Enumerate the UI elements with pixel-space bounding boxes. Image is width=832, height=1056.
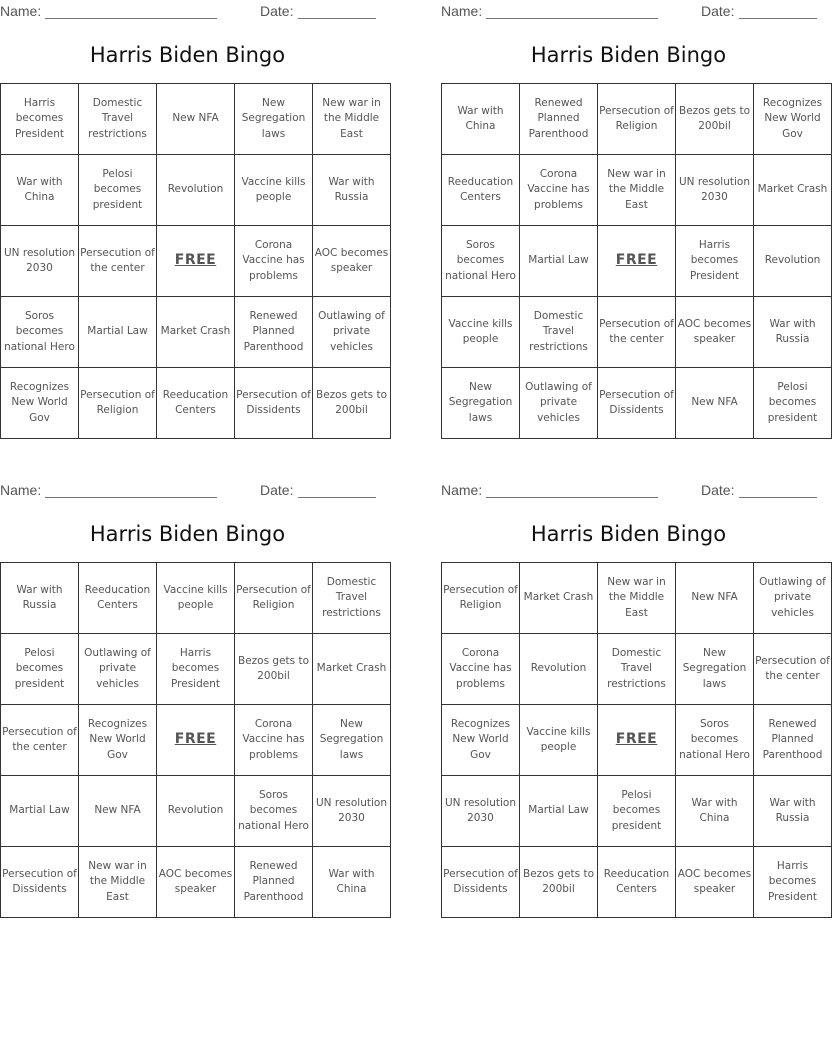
bingo-grid [441,562,832,918]
bingo-cell: Persecution of the center [1,705,79,776]
bingo-grid [441,83,832,439]
name-date-row [441,1,816,21]
bingo-card-1 [0,0,389,435]
bingo-cell: New war in the Middle East [79,847,157,918]
date-blank-line [739,18,817,19]
bingo-cell: Pelosi becomes president [1,634,79,705]
bingo-cell: War with China [1,155,79,226]
date-blank-line [298,497,376,498]
date-blank-line [298,18,376,19]
grid-row [442,776,832,847]
bingo-cell: Market Crash [754,155,832,226]
bingo-cell: Persecution of Dissidents [1,847,79,918]
grid-row [1,776,391,847]
bingo-card-2 [441,0,828,435]
card-title: Harris Biden Bingo [89,522,286,546]
bingo-cell: War with China [313,847,391,918]
bingo-cell: Martial Law [520,226,598,297]
bingo-cell: Soros becomes national Hero [676,705,754,776]
bingo-cell: AOC becomes speaker [676,297,754,368]
grid-row [442,847,832,918]
grid-row [1,155,391,226]
grid-row [1,84,391,155]
bingo-cell: Revolution [520,634,598,705]
bingo-card-3 [0,479,387,914]
name-label: Name: [0,482,42,498]
bingo-cell: Persecution of the center [598,297,676,368]
date-blank-line [739,497,817,498]
bingo-cell: Market Crash [157,297,235,368]
card-title: Harris Biden Bingo [89,43,286,67]
bingo-cell: Vaccine kills people [235,155,313,226]
card-title: Harris Biden Bingo [530,522,727,546]
bingo-cell: Persecution of the center [754,634,832,705]
bingo-cell: Market Crash [313,634,391,705]
bingo-cell: Soros becomes national Hero [235,776,313,847]
bingo-cell: Outlawing of private vehicles [520,368,598,439]
bingo-cell: Revolution [157,155,235,226]
bingo-cell: UN resolution 2030 [1,226,79,297]
grid-row [1,297,391,368]
bingo-cell: Domestic Travel restrictions [598,634,676,705]
name-label: Name: [0,3,42,19]
bingo-cell: Persecution of Dissidents [442,847,520,918]
bingo-cell: Persecution of Religion [598,84,676,155]
bingo-cell: Pelosi becomes president [79,155,157,226]
grid-row [442,297,832,368]
bingo-cell: Bezos gets to 200bil [313,368,391,439]
date-label: Date: [701,482,735,498]
grid-row [1,226,391,297]
bingo-cell: Revolution [754,226,832,297]
bingo-cell: New Segregation laws [442,368,520,439]
bingo-cell: Martial Law [520,776,598,847]
bingo-cell: Martial Law [79,297,157,368]
bingo-cell: Reeducation Centers [157,368,235,439]
bingo-cell: Corona Vaccine has problems [442,634,520,705]
bingo-cell: Vaccine kills people [157,563,235,634]
bingo-cell: New NFA [676,563,754,634]
bingo-cell: Persecution of Religion [79,368,157,439]
name-blank-line [45,18,217,19]
bingo-cell: AOC becomes speaker [313,226,391,297]
name-label: Name: [441,482,483,498]
free-space-cell: FREE [157,226,235,297]
bingo-cell: Outlawing of private vehicles [313,297,391,368]
bingo-cell: AOC becomes speaker [676,847,754,918]
bingo-cell: Soros becomes national Hero [442,226,520,297]
grid-row [1,847,391,918]
bingo-cell: Bezos gets to 200bil [235,634,313,705]
bingo-cell: New Segregation laws [676,634,754,705]
bingo-cell: Corona Vaccine has problems [235,226,313,297]
date-label: Date: [701,3,735,19]
grid-row [442,84,832,155]
bingo-cell: Renewed Planned Parenthood [520,84,598,155]
bingo-cell: Renewed Planned Parenthood [754,705,832,776]
bingo-cell: War with Russia [1,563,79,634]
bingo-cell: New Segregation laws [313,705,391,776]
free-space-cell: FREE [598,705,676,776]
grid-row [442,226,832,297]
bingo-cell: Persecution of the center [79,226,157,297]
bingo-cell: Domestic Travel restrictions [520,297,598,368]
bingo-cell: Soros becomes national Hero [1,297,79,368]
bingo-cell: New NFA [676,368,754,439]
bingo-cell: Pelosi becomes president [598,776,676,847]
bingo-cell: New Segregation laws [235,84,313,155]
free-space-cell: FREE [157,705,235,776]
bingo-cell: Persecution of Religion [235,563,313,634]
bingo-cell: Reeducation Centers [442,155,520,226]
bingo-cell: War with China [676,776,754,847]
bingo-cell: Pelosi becomes president [754,368,832,439]
bingo-cell: Martial Law [1,776,79,847]
date-label: Date: [260,3,294,19]
bingo-cell: New war in the Middle East [598,563,676,634]
bingo-cell: AOC becomes speaker [157,847,235,918]
bingo-cell: UN resolution 2030 [442,776,520,847]
name-date-row [0,480,375,500]
bingo-cell: Persecution of Dissidents [598,368,676,439]
bingo-cell: Reeducation Centers [79,563,157,634]
grid-row [442,705,832,776]
bingo-cell: Domestic Travel restrictions [313,563,391,634]
bingo-cell: New war in the Middle East [598,155,676,226]
grid-row [1,634,391,705]
name-date-row [441,480,816,500]
grid-row [1,563,391,634]
bingo-cell: New war in the Middle East [313,84,391,155]
name-blank-line [486,497,658,498]
bingo-cell: Revolution [157,776,235,847]
bingo-cell: Reeducation Centers [598,847,676,918]
bingo-cell: Recognizes New World Gov [442,705,520,776]
bingo-cell: Corona Vaccine has problems [520,155,598,226]
date-label: Date: [260,482,294,498]
bingo-cell: Bezos gets to 200bil [676,84,754,155]
bingo-cell: Market Crash [520,563,598,634]
bingo-cell: Persecution of Dissidents [235,368,313,439]
bingo-cell: Vaccine kills people [442,297,520,368]
bingo-cell: Bezos gets to 200bil [520,847,598,918]
bingo-cell: Renewed Planned Parenthood [235,847,313,918]
name-label: Name: [441,3,483,19]
bingo-cell: UN resolution 2030 [676,155,754,226]
bingo-cell: Harris becomes President [676,226,754,297]
bingo-cell: New NFA [79,776,157,847]
grid-row [442,155,832,226]
bingo-cell: New NFA [157,84,235,155]
name-blank-line [45,497,217,498]
bingo-grid [0,83,391,439]
bingo-cell: Domestic Travel restrictions [79,84,157,155]
name-blank-line [486,18,658,19]
bingo-cell: War with Russia [754,297,832,368]
grid-row [442,563,832,634]
bingo-cell: War with Russia [313,155,391,226]
bingo-cell: Recognizes New World Gov [1,368,79,439]
card-title: Harris Biden Bingo [530,43,727,67]
bingo-grid [0,562,391,918]
free-space-cell: FREE [598,226,676,297]
bingo-cell: Outlawing of private vehicles [754,563,832,634]
grid-row [442,368,832,439]
grid-row [1,705,391,776]
grid-row [1,368,391,439]
grid-row [442,634,832,705]
bingo-cell: UN resolution 2030 [313,776,391,847]
bingo-cell: Recognizes New World Gov [79,705,157,776]
bingo-cell: Recognizes New World Gov [754,84,832,155]
bingo-cell: War with Russia [754,776,832,847]
bingo-cell: Persecution of Religion [442,563,520,634]
bingo-cell: Harris becomes President [1,84,79,155]
bingo-card-4 [441,479,830,914]
bingo-cell: Harris becomes President [157,634,235,705]
bingo-cell: War with China [442,84,520,155]
bingo-cell: Renewed Planned Parenthood [235,297,313,368]
bingo-cell: Outlawing of private vehicles [79,634,157,705]
name-date-row [0,1,375,21]
bingo-cell: Harris becomes President [754,847,832,918]
bingo-cell: Corona Vaccine has problems [235,705,313,776]
bingo-cell: Vaccine kills people [520,705,598,776]
